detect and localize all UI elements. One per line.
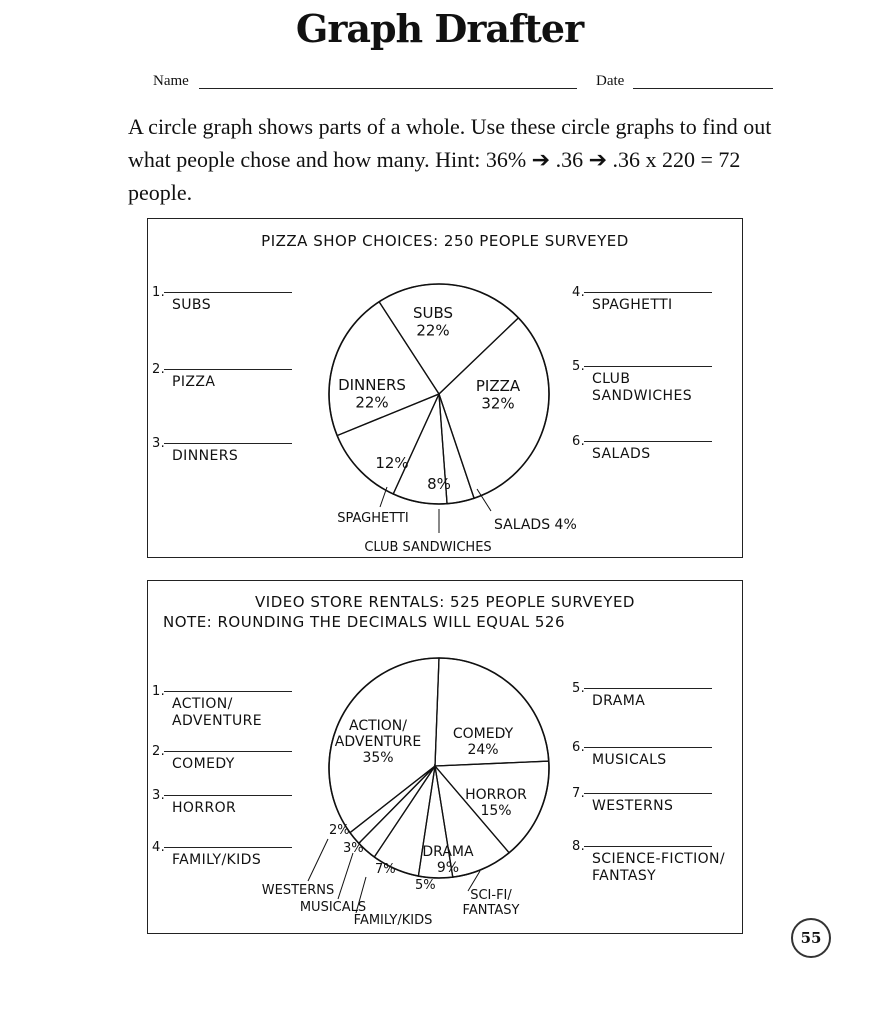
leader-line <box>308 839 328 881</box>
video-pie-chart <box>148 581 742 933</box>
date-label: Date <box>596 73 625 89</box>
question-item: 6. MUSICALS <box>582 747 727 769</box>
video-chart-title: VIDEO STORE RENTALS: 525 PEOPLE SURVEYED <box>255 593 635 611</box>
question-item: 3. DINNERS <box>162 443 307 465</box>
leader-line <box>338 853 353 899</box>
name-field-line[interactable] <box>199 88 577 89</box>
question-item: 6. SALADS <box>582 441 727 463</box>
rounding-note: NOTE: ROUNDING THE DECIMALS WILL EQUAL 526 <box>163 613 565 631</box>
name-label: Name <box>153 73 189 89</box>
callout-musicals: MUSICALS <box>299 900 367 915</box>
slice-label-horror: HORROR 15% <box>465 787 527 820</box>
question-item: 5. CLUB SANDWICHES <box>582 366 727 405</box>
date-field-line[interactable] <box>633 88 773 89</box>
slice-label-sci-fi-fantasy: 5% <box>415 878 436 893</box>
slice-label-subs: SUBS 22% <box>412 304 454 340</box>
question-item: 5. DRAMA <box>582 688 727 710</box>
question-item: 1. ACTION/ ADVENTURE <box>162 691 307 730</box>
pizza-pie-chart <box>148 219 742 557</box>
pizza-chart-box <box>147 218 743 558</box>
pie-slice-westerns <box>350 766 435 843</box>
slice-label-club-sandwiches: 8% <box>427 475 451 493</box>
callout-sci-fi-fantasy: SCI-FI/ FANTASY <box>462 888 520 918</box>
instructions-text: A circle graph shows parts of a whole. Use these circle graphs to find out what people chose and how many. Hint: 36% ➔ .36 ➔ .36 x 220 = 72 people. <box>128 114 772 205</box>
callout-spaghetti: SPAGHETTI <box>337 511 409 526</box>
slice-label-action-adventure: ACTION/ ADVENTURE 35% <box>334 718 422 767</box>
question-item: 4. SPAGHETTI <box>582 292 727 314</box>
question-item: 2. PIZZA <box>162 369 307 391</box>
slice-label-spaghetti: 12% <box>375 454 409 472</box>
pizza-chart-title: PIZZA SHOP CHOICES: 250 PEOPLE SURVEYED <box>261 232 629 250</box>
leader-line <box>380 487 387 507</box>
slice-label-comedy: COMEDY 24% <box>452 726 514 759</box>
slice-label-salads: SALADS 4% <box>494 517 577 533</box>
slice-label-musicals: 3% <box>343 841 364 856</box>
question-item: 8. SCIENCE-FICTION/ FANTASY <box>572 839 726 884</box>
slice-label-pizza: PIZZA 32% <box>475 377 521 413</box>
question-item: 1. SUBS <box>162 292 307 314</box>
question-item: 4. FAMILY/KIDS <box>162 847 307 869</box>
callout-westerns: WESTERNS <box>261 883 335 898</box>
page-number-badge: 55 <box>791 918 831 958</box>
callout-family-kids: FAMILY/KIDS <box>353 913 433 928</box>
slice-label-westerns: 2% <box>329 823 350 838</box>
slice-label-drama: DRAMA 9% <box>422 844 474 877</box>
video-chart-box <box>147 580 743 934</box>
question-item: 7. WESTERNS <box>582 793 727 815</box>
callout-club-sandwiches: CLUB SANDWICHES <box>364 540 492 555</box>
question-item: 2. COMEDY <box>162 751 307 773</box>
page-title: Graph Drafter <box>295 6 584 51</box>
question-item: 3. HORROR <box>162 795 307 817</box>
slice-label-dinners: DINNERS 22% <box>338 376 406 412</box>
slice-label-family-kids: 7% <box>375 862 396 877</box>
